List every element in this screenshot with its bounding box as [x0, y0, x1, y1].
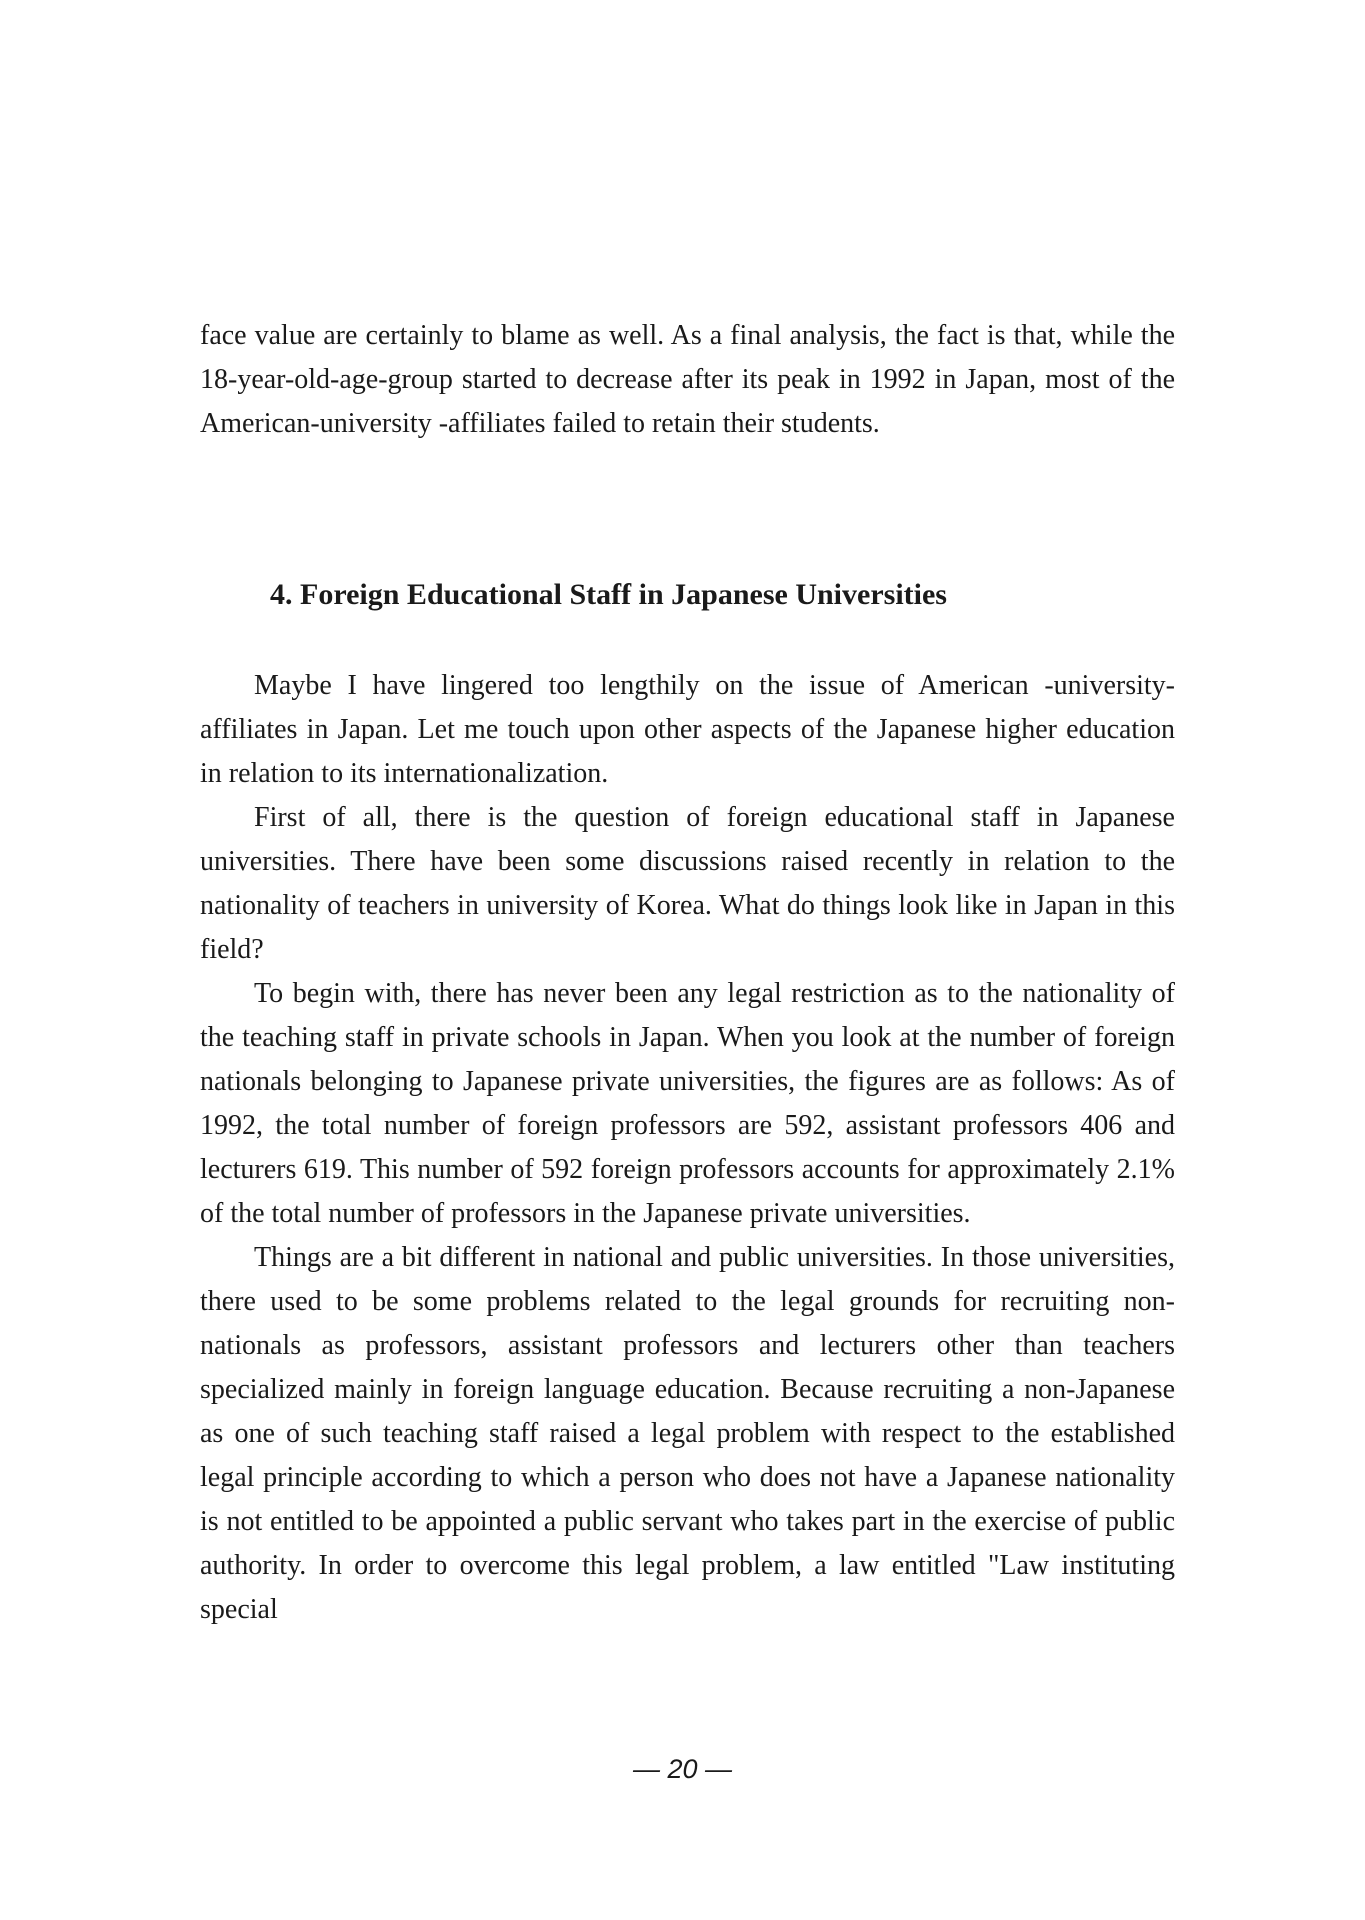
opening-paragraph: face value are certainly to blame as well. As a final analysis, the fact is that, while the 18-year-old-age-group started to decrease after its peak in 1992 in Japan, most of the American-university -affiliates failed to retain their students. — [200, 320, 1175, 439]
page-number: — 20 — — [632, 1754, 733, 1784]
paragraph-3: To begin with, there has never been any legal restriction as to the nationality of the teaching staff in private schools in Japan. When you look at the number of foreign nationals belonging to Japanese private universities, the figures are as follows: As of 1992, the total number of foreign professors are 592, assistant professors 406 and lecturers 619. This number of 592 foreign professors accounts for approximately 2.1% of the total number of professors in the Japanese private universities. — [200, 978, 1175, 1229]
section-body — [200, 664, 1175, 1632]
opening-text-block — [200, 314, 1175, 446]
paragraph-4: Things are a bit different in national and public universities. In those universities, there used to be some problems related to the legal grounds for recruiting non-nationals as professors, assistant professors and lecturers other than teachers specialized mainly in foreign language education. Because recruiting a non-Japanese as one of such teaching staff raised a legal problem with respect to the established legal principle according to which a person who does not have a Japanese nationality is not entitled to be appointed a public servant who takes part in the exercise of public authority. In order to overcome this legal problem, a law entitled "Law instituting special — [200, 1242, 1175, 1625]
section-heading: 4. Foreign Educational Staff in Japanese Universities — [270, 578, 947, 611]
paragraph-2: First of all, there is the question of foreign educational staff in Japanese universities. There have been some discussions raised recently in relation to the nationality of teachers in university of Korea. What do things look like in Japan in this field? — [200, 802, 1175, 965]
paragraph-1: Maybe I have lingered too lengthily on the issue of American -university-affiliates in Japan. Let me touch upon other aspects of the Japanese higher education in relation to its internationalization. — [200, 670, 1175, 789]
